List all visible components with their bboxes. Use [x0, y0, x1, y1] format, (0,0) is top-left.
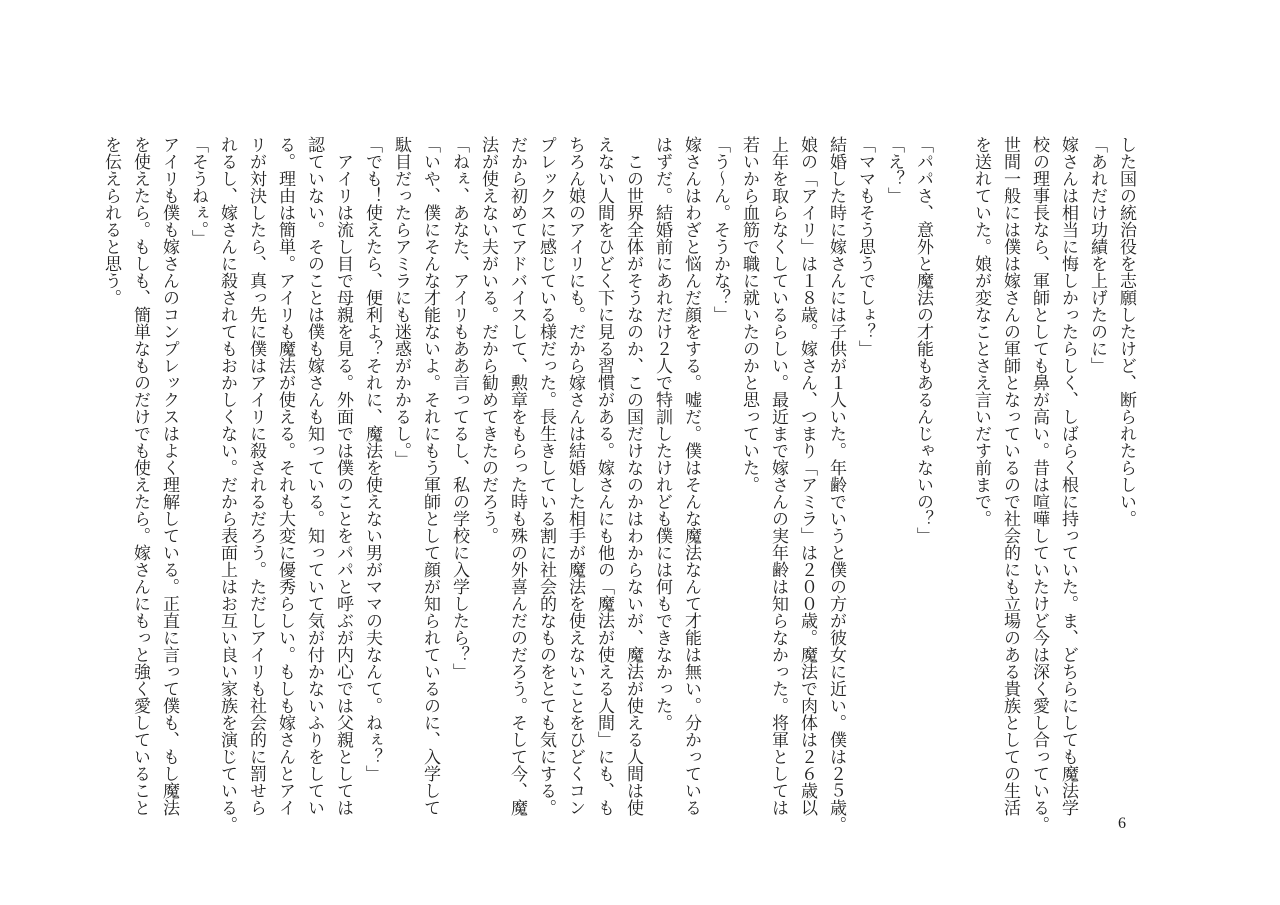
page-number: 6	[1118, 815, 1126, 832]
text-line: 「あれだけ功績を上げたのに」	[1087, 136, 1107, 374]
text-line: した国の統治役を志願したけど、断られたらしい。	[1116, 136, 1136, 527]
text-line: れるし、嫁さんに殺されてもおかしくない。だから表面上はお互い良い家族を演じている。	[217, 136, 237, 833]
text-line: 「う～ん。そうかな？」	[710, 136, 730, 323]
text-line: 娘の「アイリ」は１８歳。嫁さん、つまり「アミラ」は２００歳。魔法で肉体は２６歳以	[797, 136, 817, 816]
text-line: 認ていない。そのことは僕も嫁さんも知っている。知っていて気が付かないふりをしてい	[304, 136, 324, 816]
text-line: この世界全体がそうなのか、この国だけなのかはわからないが、魔法が使える人間は使	[623, 136, 643, 816]
text-line: アイリは流し目で母親を見る。外面では僕のことをパパと呼ぶが内心では父親としては	[333, 136, 353, 816]
text-line: 若いから血筋で職に就いたのかと思っていた。	[739, 136, 759, 493]
text-line: を伝えられると思う。	[101, 136, 121, 306]
text-line: 世間一般には僕は嫁さんの軍師となっているので社会的にも立場のある貴族としての生活	[1000, 136, 1020, 816]
text-line: を送れていた。娘が変なことさえ言いだす前まで。	[971, 136, 991, 527]
text-line: る。理由は簡単。アイリも魔法が使える。それも大変に優秀らしい。もしも嫁さんとアイ	[275, 136, 295, 816]
text-line: 結婚した時に嫁さんには子供が１人いた。年齢でいうと僕の方が彼女に近い。僕は２５歳。	[826, 136, 846, 833]
vertical-text-body	[96, 136, 1140, 833]
text-line: リが対決したら、真っ先に僕はアイリに殺されるだろう。ただしアイリも社会的に罰せら	[246, 136, 266, 816]
text-line: 「いや、僕にそんな才能ないよ。それにもう軍師として顔が知られているのに、入学して	[420, 136, 440, 816]
text-line: アイリも僕も嫁さんのコンプレックスはよく理解している。正直に言って僕も、もし魔法	[159, 136, 179, 816]
text-line: 「パパさ、意外と魔法の才能もあるんじゃないの？」	[913, 136, 933, 544]
text-line: 「ママもそう思うでしょ？」	[855, 136, 875, 357]
text-line: プレックスに感じている様だった。長生きしている割に社会的なものをとても気にする。	[536, 136, 556, 816]
text-line: 「ねぇ、あなた、アイリもああ言ってるし、私の学校に入学したら？」	[449, 136, 469, 680]
text-line: だから初めてアドバイスして、勲章をもらった時も殊の外喜んだのだろう。そして今、魔	[507, 136, 527, 816]
text-line: 「でも！使えたら、便利よ？それに、魔法を使えない男がママの夫なんて。ねぇ？」	[362, 136, 382, 782]
text-line: を使えたら。もしも、簡単なものだけでも使えたら。嫁さんにもっと強く愛していること	[130, 136, 150, 816]
text-line: 「そうねぇ。」	[188, 136, 208, 247]
text-line: 上年を取らなくしているらしい。最近まで嫁さんの実年齢は知らなかった。将軍としては	[768, 136, 788, 816]
text-line: えない人間をひどく下に見る習慣がある。嫁さんにも他の「魔法が使える人間」にも、も	[594, 136, 614, 816]
text-line: はずだ。結婚前にあれだけ２人で特訓したけれども僕には何もできなかった。	[652, 136, 672, 731]
text-line: 校の理事長なら、軍師としても鼻が高い。昔は喧嘩していたけど今は深く愛し合っている。	[1029, 136, 1049, 833]
text-line: 嫁さんは相当に悔しかったらしく、しばらく根に持っていた。ま、どちらにしても魔法学	[1058, 136, 1078, 816]
text-line: 「え？」	[884, 136, 904, 204]
text-line: 法が使えない夫がいる。だから勧めてきたのだろう。	[478, 136, 498, 544]
text-line: 嫁さんはわざと悩んだ顔をする。嘘だ。僕はそんな魔法なんて才能は無い。分かっている	[681, 136, 701, 816]
blank-line	[937, 136, 966, 826]
text-line: ちろん娘のアイリにも。だから嫁さんは結婚した相手が魔法を使えないことをひどくコン	[565, 136, 585, 816]
text-line: 駄目だったらアミラにも迷惑がかかるし。」	[391, 136, 411, 468]
